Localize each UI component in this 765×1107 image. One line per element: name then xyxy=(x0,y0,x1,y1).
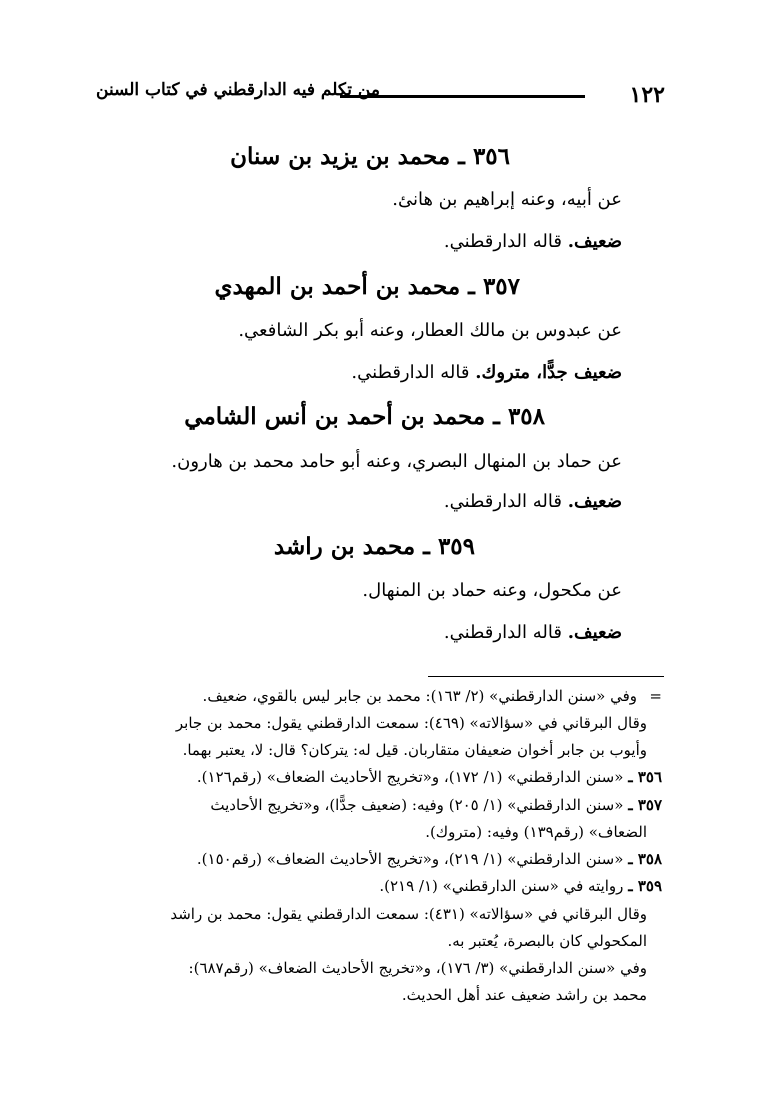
footnote-text: «سنن الدارقطني» (١/ ٢٠٥) وفيه: (ضعيف جدًّا)، و«تخريج الأحاديث xyxy=(210,796,624,814)
entry-heading-358: ٣٥٨ ـ محمد بن أحمد بن أنس الشامي xyxy=(184,403,545,430)
verdict-rest: قاله الدارقطني. xyxy=(351,362,476,383)
footnote-continuation-mark: = xyxy=(649,687,662,705)
footnote-line: محمد بن راشد ضعيف عند أهل الحديث. xyxy=(401,986,647,1004)
footnote-number: ٣٥٩ ـ xyxy=(628,877,662,895)
entry-heading-359: ٣٥٩ ـ محمد بن راشد xyxy=(273,533,475,560)
entry-357-line: عن عبدوس بن مالك العطار، وعنه أبو بكر الشافعي. xyxy=(238,320,622,341)
footnote-number: ٣٥٧ ـ xyxy=(628,796,662,814)
footnote-357 xyxy=(210,795,662,815)
entry-357-verdict xyxy=(351,362,622,383)
footnote-line: وقال البرقاني في «سؤالاته» (٤٣١): سمعت الدارقطني يقول: محمد بن راشد xyxy=(170,905,647,923)
entry-359-line: عن مكحول، وعنه حماد بن المنهال. xyxy=(362,580,622,601)
footnote-358 xyxy=(197,849,662,869)
running-title: من تكلم فيه الدارقطني في كتاب السنن xyxy=(96,80,380,100)
verdict-rest: قاله الدارقطني. xyxy=(443,491,568,512)
verdict-rest: قاله الدارقطني. xyxy=(443,231,568,252)
footnote-line: وفي «سنن الدارقطني» (٢/ ١٦٣): محمد بن جابر ليس بالقوي، ضعيف. xyxy=(202,687,637,705)
entry-heading-357: ٣٥٧ ـ محمد بن أحمد بن المهدي xyxy=(214,273,520,300)
footnote-356 xyxy=(197,767,662,787)
entry-356-verdict xyxy=(444,231,622,252)
verdict-bold: ضعيف. xyxy=(567,491,622,512)
entry-358-line: عن حماد بن المنهال البصري، وعنه أبو حامد محمد بن هارون. xyxy=(171,451,622,472)
footnote-number: ٣٥٨ ـ xyxy=(628,850,662,868)
entry-359-verdict xyxy=(444,622,622,643)
entry-356-line: عن أبيه، وعنه إبراهيم بن هانئ. xyxy=(392,189,622,210)
entry-heading-356: ٣٥٦ ـ محمد بن يزيد بن سنان xyxy=(230,143,510,170)
entry-358-verdict xyxy=(444,491,622,512)
verdict-bold: ضعيف جدًّا، متروك. xyxy=(475,362,622,383)
verdict-rest: قاله الدارقطني. xyxy=(443,622,568,643)
footnote-359 xyxy=(379,876,662,896)
footnote-text: «سنن الدارقطني» (١/ ٢١٩)، و«تخريج الأحاديث الضعاف» (رقم١٥٠). xyxy=(196,850,624,868)
verdict-bold: ضعيف. xyxy=(567,231,622,252)
footnote-text: «سنن الدارقطني» (١/ ١٧٢)، و«تخريج الأحاديث الضعاف» (رقم١٢٦). xyxy=(196,768,624,786)
page-number: ١٢٢ xyxy=(629,82,665,108)
footnote-line: وقال البرقاني في «سؤالاته» (٤٦٩): سمعت الدارقطني يقول: محمد بن جابر xyxy=(175,714,647,732)
footnote-text: روايته في «سنن الدارقطني» (١/ ٢١٩). xyxy=(379,877,624,895)
footnote-line: وفي «سنن الدارقطني» (٣/ ١٧٦)، و«تخريج الأحاديث الضعاف» (رقم٦٨٧): xyxy=(188,959,647,977)
footnote-line: الضعاف» (رقم١٣٩) وفيه: (متروك). xyxy=(425,823,647,841)
verdict-bold: ضعيف. xyxy=(567,622,622,643)
footnote-line: وأيوب بن جابر أخوان ضعيفان متقاربان. قيل له: يتركان؟ قال: لا، يعتبر بهما. xyxy=(182,741,647,759)
footnote-separator xyxy=(428,676,664,677)
footnote-line: المكحولي كان بالبصرة، يُعتبر به. xyxy=(447,932,647,950)
footnote-number: ٣٥٦ ـ xyxy=(628,768,662,786)
